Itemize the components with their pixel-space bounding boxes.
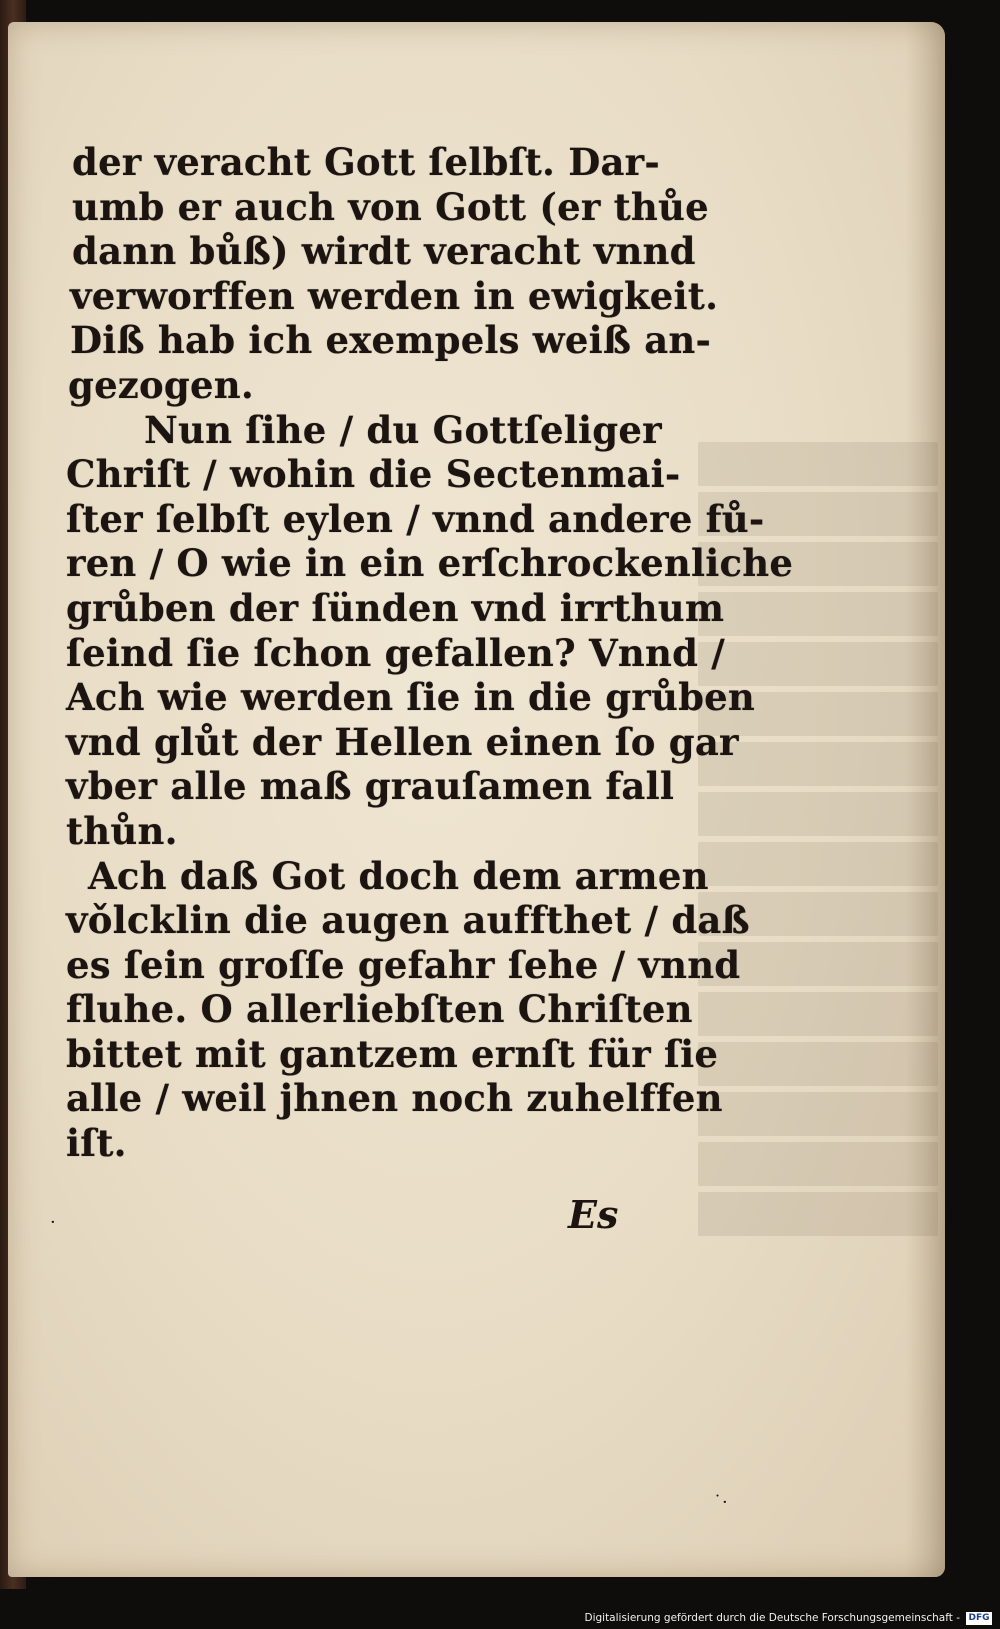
text-line: dann bůß) wirdt veracht vnnd [72, 229, 696, 274]
ink-speck: · [50, 1212, 56, 1233]
text-line: thůn. [66, 808, 178, 853]
text-line: Ach wie werden ſie in die grůben [66, 675, 755, 720]
text-line: bittet mit gantzem ernſt für ſie [66, 1031, 719, 1076]
catchword: Es [568, 1192, 619, 1237]
text-line: Nun ſihe / du Gottſeliger [144, 407, 662, 452]
text-line: gezogen. [68, 362, 254, 407]
text-line: grůben der ſünden vnd irrthum [66, 585, 725, 630]
text-line: Chriſt / wohin die Sectenmai- [66, 452, 681, 497]
text-line: iſt. [66, 1121, 127, 1166]
ink-speck: ˙· [713, 1492, 728, 1513]
text-line: fluhe. O allerliebſten Chriſten [66, 987, 693, 1032]
text-line: Ach daß Got doch dem armen [88, 853, 709, 898]
text-line: es ſein groſſe gefahr ſehe / vnnd [66, 942, 741, 987]
text-line: vber alle maß grauſamen fall [66, 764, 675, 809]
text-line: ſter ſelbſt eylen / vnnd andere fů- [66, 496, 765, 541]
text-line: verworffen werden in ewigkeit. [70, 273, 719, 318]
text-line: der veracht Gott ſelbſt. Dar- [72, 140, 660, 184]
text-line: Diß hab ich exempels weiß an- [70, 318, 712, 363]
digitization-credit: Digitalisierung gefördert durch die Deutsche Forschungsgemeinschaft - [584, 1612, 960, 1624]
text-line: vnd glůt der Hellen einen ſo gar [66, 719, 739, 764]
text-line: umb er auch von Gott (er thůe [72, 184, 709, 229]
body-text [66, 140, 794, 1166]
text-line: vǒlcklin die augen auffthet / daß [66, 898, 750, 943]
text-line: alle / weil jhnen noch zuhelffen [66, 1076, 723, 1121]
book-page [8, 22, 945, 1577]
text-line: ren / O wie in ein erſchrockenliche [66, 541, 794, 586]
footer-bar [0, 1589, 1000, 1629]
text-line: ſeind ſie ſchon gefallen? Vnnd / [66, 630, 725, 675]
dfg-logo: DFG [966, 1612, 992, 1625]
